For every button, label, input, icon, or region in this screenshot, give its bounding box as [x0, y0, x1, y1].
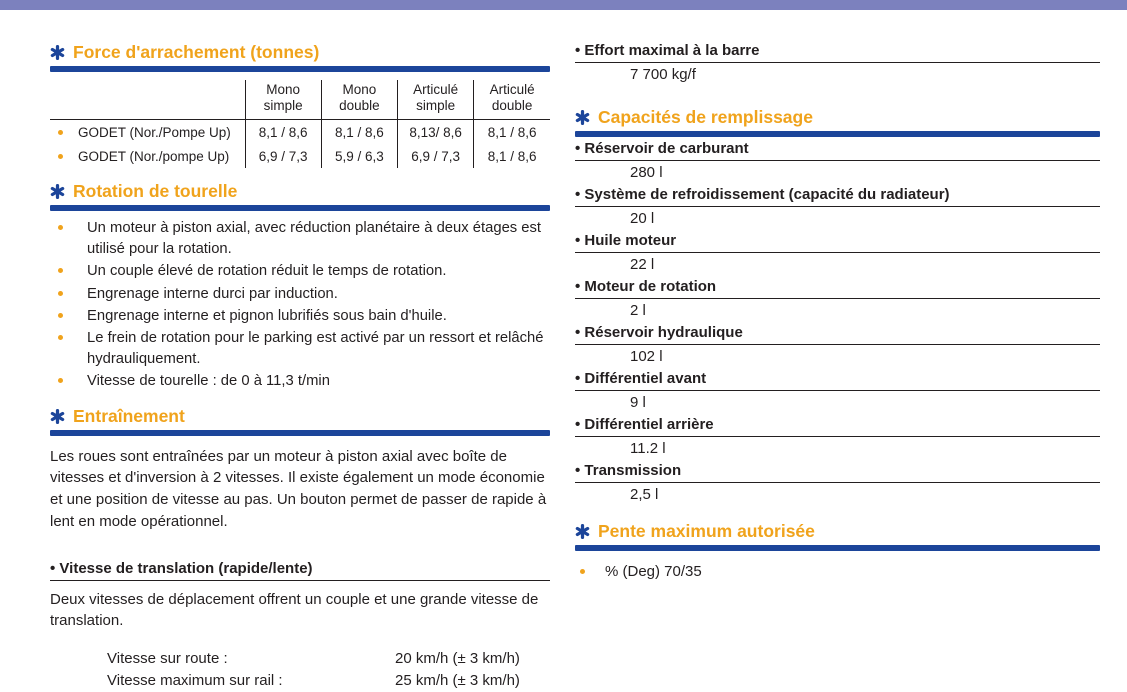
row-label-text: GODET (Nor./Pompe Up): [78, 124, 231, 140]
capacity-label: • Système de refroidissement (capacité du radiateur): [575, 185, 1100, 207]
left-column: [50, 10, 550, 692]
section-title: Pente maximum autorisée: [598, 521, 815, 541]
capacity-label: • Réservoir hydraulique: [575, 323, 1100, 345]
list-item: [575, 323, 1100, 369]
table-cell: 8,13/ 8,6: [398, 120, 474, 145]
translation-speed-subsection: [50, 559, 550, 692]
capacity-value: 9 l: [630, 394, 646, 411]
table-cell: 8,1 / 8,6: [474, 120, 550, 145]
bullet-dot: [58, 268, 63, 273]
table-cell: 8,1 / 8,6: [245, 120, 321, 145]
list-item-text: Le frein de rotation pour le parking est activé par un ressort et relâché hydrauliquement.: [87, 330, 544, 367]
table-cell: 6,9 / 7,3: [245, 144, 321, 168]
document-body: [0, 10, 1127, 692]
rotation-section: [50, 181, 550, 391]
effort-section: [575, 41, 1100, 87]
bullet-dot: [58, 335, 63, 340]
section-heading: [50, 181, 550, 202]
table-header-cell: Articulé double: [474, 80, 550, 120]
capacity-value: 102 l: [630, 348, 663, 365]
table-cell: 6,9 / 7,3: [398, 144, 474, 168]
asterisk-icon: [575, 524, 590, 539]
heading-underline-bar: [575, 131, 1100, 137]
capacity-value: 2 l: [630, 302, 646, 319]
section-title: Force d'arrachement (tonnes): [73, 42, 320, 62]
capacity-value: 11.2 l: [630, 440, 666, 457]
section-heading: [50, 42, 550, 63]
list-item: [50, 261, 550, 281]
capacity-label: • Réservoir de carburant: [575, 139, 1100, 161]
bullet-dot: [58, 154, 63, 159]
section-title: Entraînement: [73, 405, 185, 426]
list-item: [50, 284, 550, 304]
section-heading: [575, 521, 1100, 542]
speed-label: Vitesse maximum sur rail :: [107, 671, 283, 689]
table-header-empty: [50, 80, 245, 120]
list-item-text: Un couple élevé de rotation réduit le temps de rotation.: [87, 263, 447, 280]
heading-underline-bar: [575, 545, 1100, 551]
list-item: [50, 306, 550, 326]
capacity-label: • Différentiel avant: [575, 369, 1100, 391]
table-cell: 8,1 / 8,6: [474, 144, 550, 168]
list-item: [50, 328, 550, 369]
force-section: [50, 42, 550, 168]
section-title: Rotation de tourelle: [73, 181, 238, 202]
speed-values: [107, 648, 550, 692]
list-item: [575, 139, 1100, 185]
heading-underline-bar: [50, 430, 550, 436]
table-cell: 5,9 / 6,3: [321, 144, 397, 168]
capacity-label: • Moteur de rotation: [575, 277, 1100, 299]
asterisk-icon: [575, 110, 590, 125]
heading-underline-bar: [50, 205, 550, 211]
section-heading: [575, 107, 1100, 128]
table-header-cell: Mono simple: [245, 80, 321, 120]
table-header-row: [50, 80, 550, 120]
translation-paragraph: Deux vitesses de déplacement offrent un couple et une grande vitesse de translation.: [50, 590, 539, 630]
bullet-dot: [58, 291, 63, 296]
capacity-label: • Différentiel arrière: [575, 415, 1100, 437]
drive-paragraph: Les roues sont entraînées par un moteur à piston axial avec boîte de vitesses et d'inversion à 2 vitesses. Il existe également un mode économie et une position de vitesse au pas. Un bouton permet de passer de rapide à lent en mode opérationnel.: [50, 447, 547, 530]
capacity-value: 280 l: [630, 164, 663, 181]
table-cell: 8,1 / 8,6: [321, 120, 397, 145]
list-item: [575, 231, 1100, 277]
rotation-bullet-list: [50, 218, 550, 391]
list-item: [575, 185, 1100, 231]
list-item: [575, 277, 1100, 323]
table-row: [50, 144, 550, 168]
list-item: [575, 415, 1100, 461]
section-heading: [50, 406, 550, 427]
bullet-dot: [58, 130, 63, 135]
table-header-cell: Mono double: [321, 80, 397, 120]
table-row: [50, 120, 550, 145]
bullet-dot: [58, 313, 63, 318]
effort-label: • Effort maximal à la barre: [575, 41, 1100, 63]
slope-section: [575, 521, 1100, 580]
right-column: [575, 10, 1100, 692]
capacity-value: 2,5 l: [630, 486, 659, 503]
asterisk-icon: [50, 45, 65, 60]
drive-section: [50, 406, 550, 692]
list-item: [50, 371, 550, 391]
row-label-text: GODET (Nor./pompe Up): [78, 148, 230, 164]
capacity-value: 22 l: [630, 256, 655, 273]
list-item: [575, 369, 1100, 415]
effort-value: 7 700 kg/f: [630, 66, 696, 83]
slope-value: % (Deg) 70/35: [605, 563, 702, 580]
list-item-text: Un moteur à piston axial, avec réduction planétaire à deux étages est utilisé pour la rotation.: [87, 220, 542, 257]
speed-value: 25 km/h (± 3 km/h): [395, 671, 520, 689]
capacity-label: • Transmission: [575, 461, 1100, 483]
top-accent-bar: [0, 0, 1127, 10]
list-item-text: Vitesse de tourelle : de 0 à 11,3 t/min: [87, 373, 330, 390]
heading-underline-bar: [50, 66, 550, 72]
section-title: Capacités de remplissage: [598, 107, 813, 127]
asterisk-icon: [50, 409, 65, 424]
list-item-text: Engrenage interne et pignon lubrifiés sous bain d'huile.: [87, 308, 447, 324]
list-item: [50, 218, 550, 259]
capacity-list: [575, 139, 1100, 507]
subsection-label: • Vitesse de translation (rapide/lente): [50, 559, 550, 581]
table-header-cell: Articulé simple: [398, 80, 474, 120]
speed-row: [107, 670, 550, 692]
list-item: [575, 563, 1100, 580]
bullet-dot: [58, 378, 63, 383]
bullet-dot: [580, 569, 585, 574]
bullet-dot: [58, 225, 63, 230]
capacities-section: [575, 107, 1100, 507]
speed-value: 20 km/h (± 3 km/h): [395, 650, 520, 668]
force-table: [50, 80, 550, 168]
table-row-label: [50, 144, 245, 168]
asterisk-icon: [50, 184, 65, 199]
capacity-label: • Huile moteur: [575, 231, 1100, 253]
table-row-label: [50, 120, 245, 145]
speed-label: Vitesse sur route :: [107, 650, 228, 668]
speed-row: [107, 648, 550, 670]
list-item: [575, 461, 1100, 507]
capacity-value: 20 l: [630, 210, 655, 227]
list-item-text: Engrenage interne durci par induction.: [87, 285, 338, 302]
